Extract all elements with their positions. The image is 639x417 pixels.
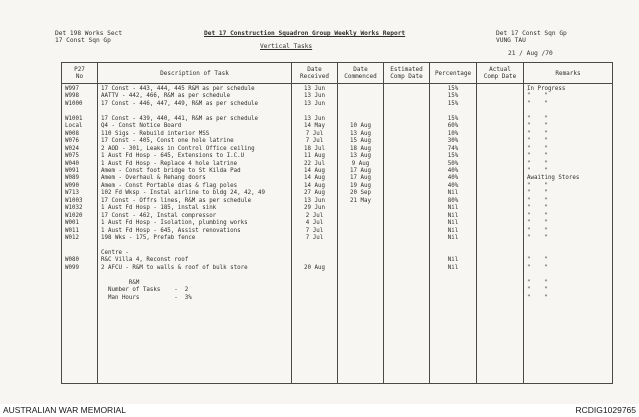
- table-cell: 15%: [447, 115, 459, 122]
- table-cell: [384, 295, 429, 302]
- table-cell: [65, 272, 97, 279]
- table-cell: 17 Aug: [350, 167, 371, 174]
- table-cell: [292, 287, 337, 294]
- table-cell: 18 Jul: [304, 145, 325, 152]
- table-cell: 30%: [447, 138, 459, 145]
- table-cell: 7 Jul: [305, 235, 324, 242]
- table-cell: W012: [65, 235, 79, 242]
- archive-record-id: RCDIG1029765: [575, 405, 636, 415]
- table-cell: [477, 131, 523, 138]
- table-cell: 20 Aug: [304, 264, 325, 271]
- table-cell: 40%: [447, 182, 459, 189]
- table-cell: " ": [527, 294, 548, 301]
- table-cell: 19 Aug: [350, 182, 371, 189]
- table-cell: " ": [527, 257, 548, 264]
- table-cell: Nil: [447, 205, 459, 212]
- table-cell: [338, 280, 383, 287]
- table-cell: 17 Const - 446, 447, 449, R&M as per schedule: [101, 100, 259, 107]
- column-header-description: Description of Task: [98, 63, 292, 84]
- table-cell: W091: [65, 167, 79, 174]
- table-cell: [477, 198, 523, 205]
- table-cell: [338, 228, 383, 235]
- table-cell: 7 Jul: [305, 130, 324, 137]
- table-cell: 102 Fd Wksp - Instal airline to bldg 24, 42, 49: [101, 190, 266, 197]
- table-cell: 13 Aug: [350, 130, 371, 137]
- table-cell: Man Hours - 3%: [101, 294, 192, 301]
- table-cell: [384, 198, 429, 205]
- table-cell: Nil: [447, 227, 459, 234]
- table-cell: [477, 272, 523, 279]
- table-cell: 17 Const - 462, Instal compressor: [101, 212, 217, 219]
- table-cell: 15%: [447, 93, 459, 100]
- table-cell: W040: [65, 160, 79, 167]
- table-cell: W1020: [65, 212, 83, 219]
- table-cell: 17 Const - Offrs lines, R&M as per schedule: [101, 197, 252, 204]
- table-cell: Nil: [447, 220, 459, 227]
- table-cell: 50%: [447, 160, 459, 167]
- table-cell: " ": [527, 212, 548, 219]
- table-cell: [430, 250, 476, 257]
- table-cell: [384, 183, 429, 190]
- table-cell: " ": [527, 205, 548, 212]
- table-cell: 1 Aust Fd Hosp - Replace 4 hole latrine: [101, 160, 238, 167]
- table-cell: Nil: [447, 257, 459, 264]
- table-cell: [477, 235, 523, 242]
- works-table: [61, 62, 613, 384]
- table-cell: [338, 213, 383, 220]
- table-cell: W080: [65, 257, 79, 264]
- table-cell: 15 Aug: [350, 138, 371, 145]
- table-cell: [477, 108, 523, 115]
- table-cell: " ": [527, 115, 548, 122]
- table-cell: [477, 123, 523, 130]
- table-cell: [384, 205, 429, 212]
- table-cell: W011: [65, 227, 79, 234]
- header-right-line1: Det 17 Const Sqn Gp: [496, 30, 567, 37]
- table-cell: " ": [527, 160, 548, 167]
- table-cell: AATTV - 442, 466, R&M as per schedule: [101, 93, 231, 100]
- table-cell: [477, 116, 523, 123]
- table-cell: [384, 161, 429, 168]
- table-cell: [527, 250, 612, 257]
- table-cell: [384, 280, 429, 287]
- table-cell: 29 Jun: [304, 205, 325, 212]
- table-cell: 1 Aust Fd Hosp - 645, Extensions to I.C.U: [101, 153, 245, 160]
- table-cell: [101, 108, 291, 115]
- table-cell: 7 Jul: [305, 138, 324, 145]
- table-cell: [338, 205, 383, 212]
- table-cell: 9 Aug: [351, 160, 370, 167]
- table-cell: 10%: [447, 130, 459, 137]
- table-cell: [292, 272, 337, 279]
- table-cell: [477, 183, 523, 190]
- table-cell: [477, 213, 523, 220]
- table-cell: [65, 250, 97, 257]
- table-cell: 7 Jul: [305, 227, 324, 234]
- table-cell: 74%: [447, 145, 459, 152]
- table-cell: [430, 272, 476, 279]
- table-cell: [384, 153, 429, 160]
- table-cell: [384, 175, 429, 182]
- table-cell: " ": [527, 220, 548, 227]
- table-cell: [430, 287, 476, 294]
- table-cell: 2 AOD - 301, Leaks in Control Office ceiling: [101, 145, 255, 152]
- table-cell: W024: [65, 145, 79, 152]
- table-cell: W1032: [65, 205, 83, 212]
- table-cell: [384, 250, 429, 257]
- table-cell: [477, 175, 523, 182]
- table-cell: 15%: [447, 86, 459, 92]
- table-cell: 15%: [447, 153, 459, 160]
- table-cell: [477, 243, 523, 250]
- table-cell: " ": [527, 93, 548, 100]
- header-left-line1: Det 198 Works Sect: [55, 30, 123, 37]
- column-header-date-received: Date Received: [292, 63, 338, 84]
- table-cell: " ": [527, 138, 548, 145]
- table-cell: [430, 243, 476, 250]
- header-left-line2: 17 Const Sqn Gp: [55, 37, 111, 44]
- table-cell: " ": [527, 235, 548, 242]
- table-cell: [477, 146, 523, 153]
- table-cell: [338, 93, 383, 100]
- table-cell: " ": [527, 167, 548, 174]
- table-cell: W713: [65, 190, 79, 197]
- table-cell: [384, 272, 429, 279]
- table-cell: 17 Const - 443, 444, 445 R&M as per schedule: [101, 86, 255, 92]
- table-cell: [477, 205, 523, 212]
- table-cell: [384, 93, 429, 100]
- table-cell: [527, 272, 612, 279]
- table-cell: [430, 108, 476, 115]
- table-cell: [477, 101, 523, 108]
- table-cell: " ": [527, 190, 548, 197]
- table-cell: W076: [65, 138, 79, 145]
- table-cell: [477, 153, 523, 160]
- table-cell: 1 Aust Fd Hosp - Isolation, plumbing works: [101, 220, 248, 227]
- table-cell: 2 AFCU - R&M to walls & roof of bulk store: [101, 264, 248, 271]
- table-cell: Nil: [447, 190, 459, 197]
- table-cell: [477, 93, 523, 100]
- column-description: [98, 84, 291, 302]
- table-cell: W001: [65, 220, 79, 227]
- table-cell: [65, 280, 97, 287]
- table-cell: 22 Jul: [304, 160, 325, 167]
- table-cell: " ": [527, 227, 548, 234]
- archive-source-label: AUSTRALIAN WAR MEMORIAL: [3, 405, 126, 415]
- column-p27-no: [62, 84, 97, 302]
- table-cell: [338, 101, 383, 108]
- table-cell: [384, 190, 429, 197]
- table-cell: " ": [527, 153, 548, 160]
- table-cell: " ": [527, 287, 548, 294]
- table-cell: 27 Aug: [304, 190, 325, 197]
- table-cell: [292, 108, 337, 115]
- table-cell: [477, 265, 523, 272]
- table-cell: [101, 272, 291, 279]
- table-cell: 11 Aug: [304, 153, 325, 160]
- table-cell: [338, 108, 383, 115]
- column-date-commenced: [338, 84, 383, 302]
- table-cell: Nil: [447, 235, 459, 242]
- header-unit-block: [55, 30, 122, 44]
- table-cell: [338, 243, 383, 250]
- table-cell: 14 Aug: [304, 175, 325, 182]
- table-cell: 60%: [447, 123, 459, 130]
- table-cell: 17 Const - 439, 440, 441, R&M as per schedule: [101, 115, 259, 122]
- table-header-row: [62, 63, 613, 84]
- table-cell: [527, 108, 612, 115]
- table-cell: [384, 138, 429, 145]
- table-cell: 15%: [447, 100, 459, 107]
- table-cell: [292, 257, 337, 264]
- table-cell: Centre -: [101, 249, 129, 256]
- table-cell: " ": [527, 130, 548, 137]
- column-header-remarks: Remarks: [524, 63, 613, 84]
- table-cell: Amem - Const foot bridge to St Kilda Pad: [101, 167, 241, 174]
- table-cell: [477, 138, 523, 145]
- table-cell: 13 Aug: [350, 153, 371, 160]
- table-cell: 13 Jun: [304, 115, 325, 122]
- table-cell: W1003: [65, 197, 83, 204]
- table-cell: [477, 280, 523, 287]
- table-cell: [384, 220, 429, 227]
- table-cell: [430, 295, 476, 302]
- table-cell: [384, 235, 429, 242]
- table-cell: [384, 146, 429, 153]
- table-cell: Local: [65, 123, 83, 130]
- table-cell: " ": [527, 264, 548, 271]
- table-cell: [292, 280, 337, 287]
- table-cell: [477, 295, 523, 302]
- table-cell: [477, 168, 523, 175]
- table-cell: 20 Sep: [350, 190, 371, 197]
- table-body: [62, 84, 613, 384]
- table-cell: [338, 272, 383, 279]
- column-estimated-comp-date: [384, 84, 429, 302]
- table-cell: 198 Wks - 175, Prefab fence: [101, 235, 196, 242]
- table-cell: Number of Tasks - 2: [101, 287, 189, 294]
- table-cell: 14 Aug: [304, 167, 325, 174]
- table-cell: [384, 131, 429, 138]
- table-cell: [384, 265, 429, 272]
- table-cell: R&M: [101, 279, 140, 286]
- table-cell: [384, 123, 429, 130]
- report-title: Det 17 Construction Squadron Group Weekly Works Report: [204, 30, 406, 37]
- table-cell: 13 Jun: [304, 93, 325, 100]
- table-cell: W075: [65, 153, 79, 160]
- table-cell: [384, 168, 429, 175]
- column-header-percentage: Percentage: [430, 63, 477, 84]
- table-cell: R&C Villa 4, Reconst roof: [101, 257, 189, 264]
- table-cell: Nil: [447, 212, 459, 219]
- table-cell: W998: [65, 93, 79, 100]
- table-cell: [65, 287, 97, 294]
- table-cell: 17 Const - 405, Const one hole latrine: [101, 138, 234, 145]
- table-cell: [384, 108, 429, 115]
- table-cell: 1 Aust Fd Hosp - 185, instal sink: [101, 205, 217, 212]
- table-cell: [65, 108, 97, 115]
- table-cell: W099: [65, 264, 79, 271]
- table-cell: " ": [527, 123, 548, 130]
- table-cell: [101, 243, 291, 250]
- table-cell: [477, 161, 523, 168]
- table-cell: Amem - Overhaul & Rehang doors: [101, 175, 206, 182]
- column-header-estimated-comp-date: Estimated Comp Date: [384, 63, 430, 84]
- table-cell: 18 Aug: [350, 145, 371, 152]
- table-cell: [338, 257, 383, 264]
- table-cell: [477, 220, 523, 227]
- table-cell: [384, 257, 429, 264]
- table-cell: [338, 295, 383, 302]
- table-cell: 14 May: [304, 123, 325, 130]
- table-cell: [477, 228, 523, 235]
- column-remarks: [524, 84, 612, 302]
- table-cell: [292, 250, 337, 257]
- table-cell: [477, 287, 523, 294]
- column-header-p27-no: P27 No: [62, 63, 98, 84]
- table-cell: [477, 250, 523, 257]
- table-cell: In Progress: [527, 86, 566, 92]
- archive-footer: [0, 404, 639, 417]
- report-date: 21 / Aug /70: [508, 50, 553, 57]
- table-cell: [338, 235, 383, 242]
- column-actual-comp-date: [477, 84, 523, 302]
- table-cell: [384, 116, 429, 123]
- table-cell: 10 Aug: [350, 123, 371, 130]
- table-cell: Q4 - Const Notice Board: [101, 123, 182, 130]
- table-cell: 17 Aug: [350, 175, 371, 182]
- table-cell: [65, 243, 97, 250]
- table-cell: Amem - Const Portable dias & flag poles: [101, 182, 238, 189]
- table-cell: 110 Sigs - Rebuild interior MSS: [101, 130, 210, 137]
- table-cell: [384, 86, 429, 93]
- table-cell: Awaiting Stores: [527, 175, 580, 182]
- table-cell: [430, 280, 476, 287]
- table-cell: [384, 101, 429, 108]
- table-cell: 40%: [447, 175, 459, 182]
- table-cell: [477, 190, 523, 197]
- table-cell: [384, 287, 429, 294]
- table-cell: [292, 295, 337, 302]
- table-cell: W1000: [65, 100, 83, 107]
- table-cell: 21 May: [350, 197, 371, 204]
- table-cell: " ": [527, 182, 548, 189]
- table-cell: [477, 257, 523, 264]
- table-cell: W089: [65, 175, 79, 182]
- table-cell: [384, 228, 429, 235]
- table-cell: 80%: [447, 197, 459, 204]
- table-cell: 4 Jul: [305, 220, 324, 227]
- header-location-block: [496, 30, 567, 44]
- column-date-received: [292, 84, 337, 302]
- table-cell: [338, 265, 383, 272]
- table-cell: 14 Aug: [304, 182, 325, 189]
- table-cell: [292, 243, 337, 250]
- table-cell: [338, 287, 383, 294]
- column-header-date-commenced: Date Commenced: [338, 63, 384, 84]
- table-cell: 2 Jul: [305, 212, 324, 219]
- header-right-line2: VUNG TAU: [496, 37, 526, 44]
- table-cell: 13 Jun: [304, 100, 325, 107]
- table-cell: [338, 86, 383, 93]
- table-cell: " ": [527, 145, 548, 152]
- table-cell: " ": [527, 197, 548, 204]
- table-cell: 1 Aust Fd Hosp - 645, Assist renovations: [101, 227, 241, 234]
- table-cell: [65, 295, 97, 302]
- table-cell: Nil: [447, 264, 459, 271]
- table-cell: W090: [65, 182, 79, 189]
- table-cell: [338, 220, 383, 227]
- table-cell: [384, 243, 429, 250]
- table-cell: 13 Jun: [304, 197, 325, 204]
- report-subtitle: Vertical Tasks: [260, 43, 313, 50]
- table-cell: " ": [527, 279, 548, 286]
- table-cell: 13 Jun: [304, 86, 325, 92]
- table-cell: [527, 243, 612, 250]
- table-cell: [477, 86, 523, 93]
- table-cell: 40%: [447, 167, 459, 174]
- table-cell: " ": [527, 100, 548, 107]
- table-cell: [338, 116, 383, 123]
- column-header-actual-comp-date: Actual Comp Date: [477, 63, 524, 84]
- table-cell: W997: [65, 86, 79, 92]
- table-cell: W1001: [65, 115, 83, 122]
- column-percentage: [430, 84, 476, 302]
- table-cell: W008: [65, 130, 79, 137]
- table-cell: [338, 250, 383, 257]
- table-cell: [384, 213, 429, 220]
